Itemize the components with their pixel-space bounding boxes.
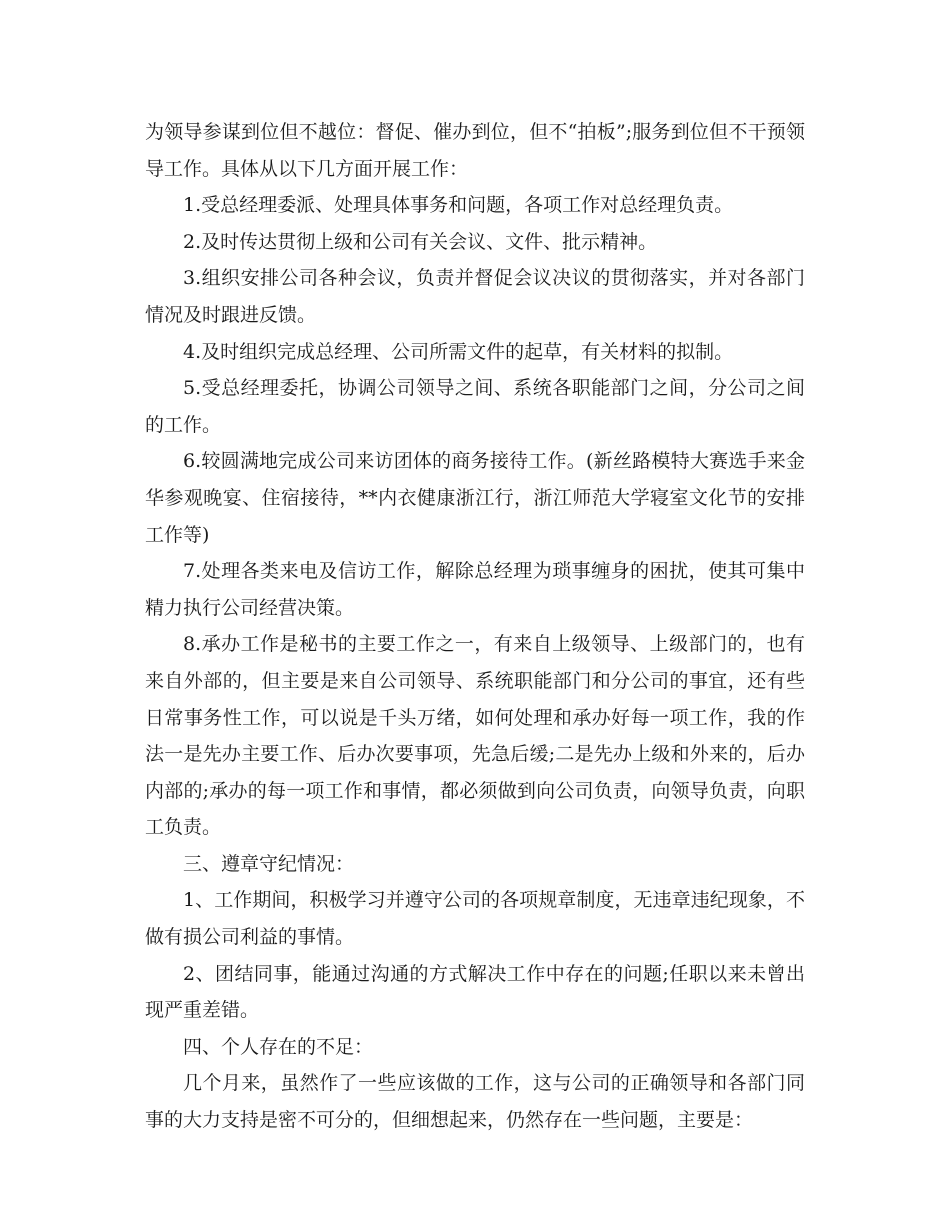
section-heading-4: 四、个人存在的不足： [183,1035,374,1058]
paragraph-item-6: 6.较圆满地完成公司来访团体的商务接待工作。(新丝路模特大赛选手来金华参观晚宴、住宿接待，**内衣健康浙江行，浙江师范大学寝室文化节的安排工作等) [145,450,805,546]
paragraph-item-1: 1.受总经理委派、处理具体事务和问题，各项工作对总经理负责。 [183,194,734,217]
paragraph-shortcomings: 几个月来，虽然作了一些应该做的工作，这与公司的正确领导和各部门同事的大力支持是密不可分的，但细想起来，仍然存在一些问题，主要是： [145,1072,805,1132]
paragraph-item-3: 3.组织安排公司各种会议，负责并督促会议决议的贯彻落实，并对各部门情况及时跟进反馈。 [145,267,805,326]
paragraph-item-8: 8.承办工作是秘书的主要工作之一，有来自上级领导、上级部门的，也有来自外部的，但主要是来自公司领导、系统职能部门和分公司的事宜，还有些日常事务性工作，可以说是千头万绪，如何处理和承办好每一项工作，我的作法一是先办主要工作、后办次要事项，先急后缓;二是先办上级和外来的，后办内部的;承办的每一项工作和事情，都必须做到向公司负责，向领导负责，向职工负责。 [145,633,805,839]
paragraph-item-4: 4.及时组织完成总经理、公司所需文件的起草，有关材料的拟制。 [183,340,734,363]
paragraph-item-2: 2.及时传达贯彻上级和公司有关会议、文件、批示精神。 [183,230,658,253]
paragraph-item-5: 5.受总经理委托，协调公司领导之间、系统各职能部门之间，分公司之间的工作。 [145,377,805,436]
section-heading-3: 三、遵章守纪情况： [183,852,355,875]
document-body [145,114,805,1139]
paragraph-discipline-2: 2、团结同事，能通过沟通的方式解决工作中存在的问题;任职以来未曾出现严重差错。 [145,962,805,1022]
paragraph-continuation: 为领导参谋到位但不越位：督促、催办到位，但不“拍板”;服务到位但不干预领导工作。具体从以下几方面开展工作： [145,121,805,180]
paragraph-discipline-1: 1、工作期间，积极学习并遵守公司的各项规章制度，无违章违纪现象，不做有损公司利益的事情。 [145,889,805,949]
paragraph-item-7: 7.处理各类来电及信访工作，解除总经理为琐事缠身的困扰，使其可集中精力执行公司经营决策。 [145,560,805,619]
